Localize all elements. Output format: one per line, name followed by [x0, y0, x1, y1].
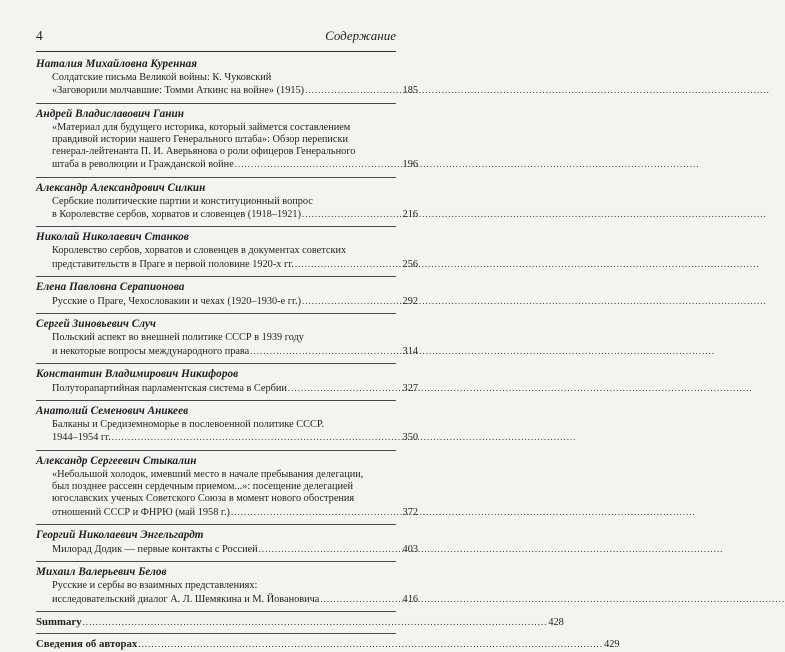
running-title: Содержание	[325, 28, 396, 43]
entry-title-line: был позднее рассеян сердечным приемом...»: посещение делегацией	[52, 481, 354, 493]
entry-title-line: Русские и сербы во взаимных представлениях:	[52, 580, 258, 592]
entry-title	[36, 245, 418, 271]
entry-author: Михаил Валерьевич Белов	[36, 566, 167, 579]
page-header	[36, 28, 396, 48]
entry-title-line: генерал-лейтенанта П. И. Аверьянова о роли офицеров Генерального	[52, 146, 356, 158]
separator	[36, 633, 396, 634]
separator	[36, 524, 396, 525]
entry-page-number: 292	[402, 295, 418, 307]
leader-dots	[231, 506, 696, 518]
toc-entries	[36, 57, 418, 612]
entry-page-number: 185	[402, 85, 418, 97]
summary-page: 428	[548, 616, 564, 628]
entry-title-line: 1944–1954 гг.	[52, 432, 111, 444]
entry-author: Николай Николаевич Станков	[36, 231, 189, 244]
entry-title	[36, 195, 418, 222]
entry-author: Наталия Михайловна Куренная	[36, 58, 198, 70]
entry-title	[36, 295, 418, 308]
entry-author: Анатолий Семенович Аникеев	[36, 405, 189, 418]
leader-dots	[250, 345, 715, 357]
toc-entry-authors[interactable]	[36, 637, 620, 652]
leader-dots	[259, 543, 724, 555]
toc-entry[interactable]	[36, 317, 418, 360]
authors-info-label: Сведения об авторах	[36, 637, 138, 650]
entry-author: Александр Сергеевич Стыкалин	[36, 454, 197, 467]
entry-title-line: югославских ученых Советского Союза в момент нового обострения	[52, 493, 355, 505]
entry-title-last-line	[52, 382, 374, 395]
entry-title-last-line	[52, 431, 374, 444]
entry-page-number: 256	[402, 258, 418, 270]
entry-title-line: правдивой истории нашего Генерального штаба»: Обзор переписки	[52, 133, 348, 145]
leader-dots	[302, 208, 767, 220]
toc-entry[interactable]	[36, 404, 418, 447]
separator	[36, 103, 396, 104]
entry-title	[36, 543, 418, 556]
toc-entry[interactable]	[36, 454, 418, 521]
entry-title-last-line	[52, 84, 374, 97]
entry-author: Георгий Николаевич Энгельгардт	[36, 528, 204, 541]
entry-page-number: 403	[402, 543, 418, 555]
entry-page-number: 314	[402, 345, 418, 357]
entry-page-number: 416	[402, 593, 418, 605]
entry-title-last-line	[52, 543, 374, 556]
separator	[36, 450, 396, 451]
entry-title-line: Польский аспект во внешней политике СССР в 1939 году	[52, 332, 304, 344]
entry-page-number: 327	[402, 382, 418, 394]
separator	[36, 313, 396, 314]
entry-title-line: исследовательский диалог А. Л. Шемякина и М. Йовановича	[52, 593, 320, 605]
entry-title-last-line	[52, 593, 374, 606]
entry-title	[36, 419, 418, 445]
toc-entry[interactable]	[36, 230, 418, 273]
entry-author: Елена Павловна Серапионова	[36, 280, 185, 293]
entry-title-last-line	[52, 208, 374, 221]
entry-title-line: Балканы и Средиземноморье в послевоенной политике СССР.	[52, 419, 324, 431]
leader-dots	[112, 431, 577, 443]
entry-title	[36, 382, 418, 395]
leader-dots	[83, 615, 548, 629]
toc-entry[interactable]	[36, 528, 418, 558]
separator	[36, 177, 396, 178]
leader-dots	[288, 382, 753, 394]
toc-entry[interactable]	[36, 181, 418, 224]
entry-page-number: 216	[402, 209, 418, 221]
header-rule	[36, 51, 396, 52]
entry-title-line: и некоторые вопросы международного права	[52, 345, 250, 357]
authors-info-page: 429	[604, 638, 620, 650]
summary-label: Summary	[36, 615, 82, 628]
separator	[36, 226, 396, 227]
leader-dots	[138, 637, 603, 651]
entry-title-line: «Материал для будущего историка, который займется составлением	[52, 121, 351, 133]
leader-dots	[295, 258, 760, 270]
entry-title-line: Королевство сербов, хорватов и словенцев в документах советских	[52, 245, 347, 257]
entry-title-last-line	[52, 258, 374, 271]
entry-title-last-line	[52, 295, 374, 308]
entry-author: Андрей Владиславович Ганин	[36, 107, 185, 120]
entry-title-line: Сербские политические партии и конституционный вопрос	[52, 195, 313, 207]
toc-entry-summary[interactable]	[36, 615, 564, 630]
entry-title-line: Солдатские письма Великой войны: К. Чуковский	[52, 72, 272, 83]
page-number: 4	[36, 28, 43, 43]
toc-entry[interactable]	[36, 367, 418, 397]
entry-title	[36, 332, 418, 358]
leader-dots	[302, 295, 767, 307]
entry-title-last-line	[52, 345, 374, 358]
leader-dots	[235, 158, 700, 170]
entry-title	[36, 580, 418, 606]
entry-title-line: представительств в Праге в первой половине 1920-х гг.	[52, 258, 294, 270]
entry-author: Сергей Зиновьевич Случ	[36, 318, 156, 331]
entry-title-line: Милорад Додик — первые контакты с Россией	[52, 543, 258, 555]
entry-title-line: штаба в революции и Гражданской войне	[52, 159, 234, 171]
entry-author: Константин Владимирович Никифоров	[36, 367, 239, 380]
separator	[36, 561, 396, 562]
entry-page-number: 350	[402, 432, 418, 444]
entry-title-line: «Заговорили молчавшие: Томми Аткинс на войне» (1915)	[52, 85, 305, 97]
toc-entry[interactable]	[36, 280, 418, 310]
entry-title-line: Русские о Праге, Чехословакии и чехах (1920–1930-е гг.)	[52, 295, 302, 307]
separator	[36, 611, 396, 612]
entry-title-line: отношений СССР и ФНРЮ (май 1958 г.)	[52, 506, 230, 518]
entry-title	[36, 121, 418, 172]
entry-title	[36, 72, 418, 98]
entry-page-number: 196	[402, 159, 418, 171]
toc-entry[interactable]	[36, 107, 418, 174]
toc-entry[interactable]	[36, 565, 418, 608]
leader-dots	[320, 593, 785, 605]
toc-entry[interactable]	[36, 57, 418, 100]
entry-author: Александр Александрович Силкин	[36, 181, 206, 194]
leader-dots	[305, 84, 770, 96]
separator	[36, 276, 396, 277]
entry-title-line: «Небольшой холодок, имевший место в начале пребывания делегации,	[52, 468, 364, 480]
entry-title-last-line	[52, 506, 374, 519]
separator	[36, 363, 396, 364]
entry-title	[36, 468, 418, 519]
separator	[36, 400, 396, 401]
entry-page-number: 372	[402, 506, 418, 518]
entry-title-last-line	[52, 158, 374, 171]
entry-title-line: Полуторапартийная парламентская система в Сербии	[52, 382, 287, 394]
entry-title-line: в Королевстве сербов, хорватов и словенцев (1918–1921)	[52, 209, 302, 221]
